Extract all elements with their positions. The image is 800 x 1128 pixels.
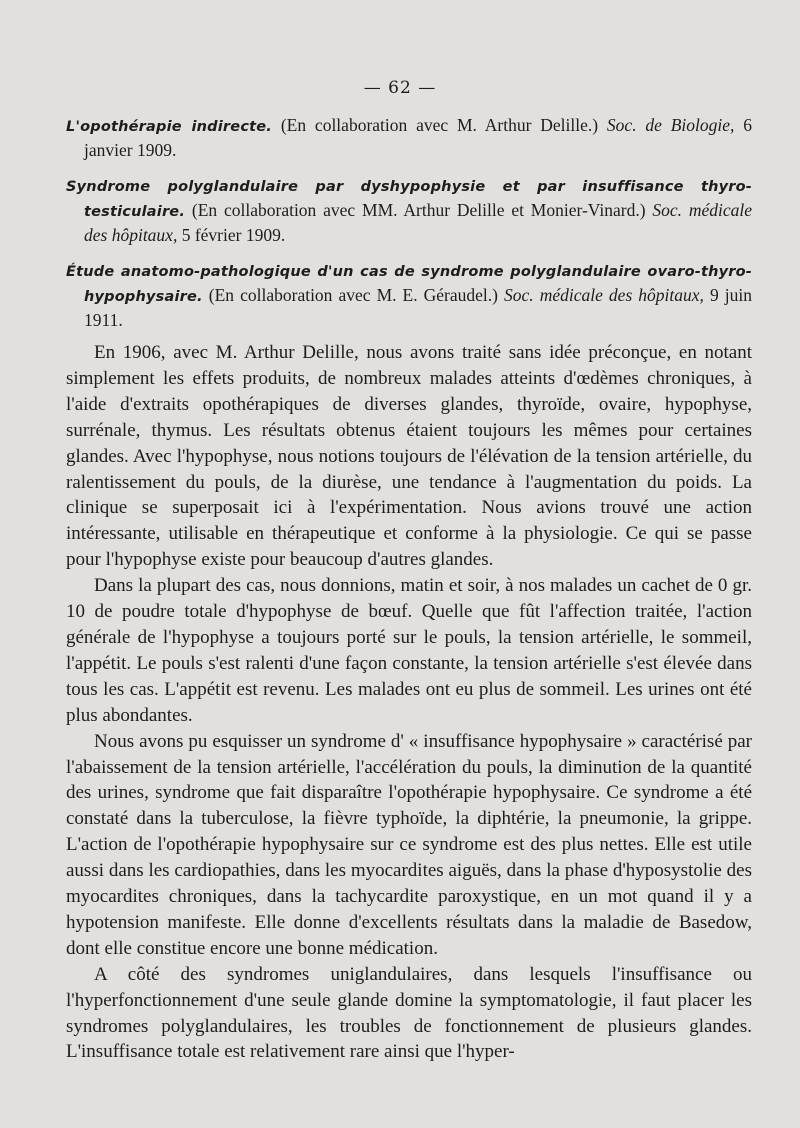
reference-date: 9 juin 1911.	[84, 285, 752, 330]
reference-entry	[66, 114, 752, 162]
paragraph: A côté des syndromes uniglandulaires, dans lesquels l'insuffisance ou l'hyperfonctionnement d'une seule glande domine la symptomatologie, il faut placer les syndromes polyglandulaires, les troubles de fonctionnement de plusieurs glandes. L'insuffisance totale est relativement rare ainsi que l'hyper-	[66, 963, 752, 1063]
reference-entry	[66, 259, 752, 332]
body-text	[66, 340, 752, 1065]
reference-date: 6 janvier 1909.	[84, 115, 753, 160]
reference-venue: Soc. de Biologie,	[606, 115, 735, 135]
reference-venue: Soc. médicale des hôpitaux,	[504, 285, 704, 305]
paragraph: Nous avons pu esquisser un syndrome d' « insuffisance hypophysaire » caractérisé par l'abaissement de la tension artérielle, l'accélération du pouls, la diminution de la quantité des urines, syndrome que fait disparaître l'opothérapie hypophysaire. Ce syndrome a été constaté dans la tuberculose, la fièvre typhoïde, la diphtérie, la pneumonie, la grippe. L'action de l'opothérapie hypophysaire sur ce syndrome est des plus nettes. Elle est utile aussi dans les cardiopathies, dans les myocardites aiguës, dans la phase d'hyposystolie des myocardites chroniques, dans la tachycardite paroxystique, en un mot quand il y a hypotension manifeste. Elle donne d'excellents résultats dans la maladie de Basedow, dont elle constitue encore une bonne médication.	[66, 730, 752, 959]
reference-collaboration: (En collaboration avec MM. Arthur Delille et Monier-Vinard.)	[185, 200, 653, 220]
reference-venue: Soc. médicale des hôpitaux,	[84, 200, 752, 245]
reference-date: 5 février 1909.	[177, 225, 286, 245]
reference-collaboration: (En collaboration avec M. E. Géraudel.)	[202, 285, 505, 305]
reference-list	[66, 114, 752, 344]
paragraph: Dans la plupart des cas, nous donnions, matin et soir, à nos malades un cachet de 0 gr. 10 de poudre totale d'hypophyse de bœuf. Quelle que fût l'affection traitée, l'action générale de l'hypophyse a toujours porté sur le pouls, la tension artérielle, le sommeil, l'appétit. Le pouls s'est ralenti d'une façon constante, la tension artérielle s'est élevée dans tous les cas. L'appétit est revenu. Les malades ont eu plus de sommeil. Les urines ont été plus abondantes.	[66, 575, 752, 726]
reference-title: Syndrome polyglandulaire par dyshypophysie et par insuffisance thyro-testiculaire.	[66, 179, 752, 220]
paragraph: En 1906, avec M. Arthur Delille, nous avons traité sans idée préconçue, en notant simplement les effets produits, de nombreux malades atteints d'œdèmes chroniques, à l'aide d'extraits opothérapiques de diverses glandes, thyroïde, ovaire, hypophyse, surrénale, thymus. Les résultats obtenus étaient toujours les mêmes pour certaines glandes. Avec l'hypophyse, nous notions toujours de l'élévation de la tension artérielle, du ralentissement du pouls, de la diurèse, une tendance à l'augmentation du poids. La clinique se superposait ici à l'expérimentation. Nous avions trouvé une action intéressante, utilisable en thérapeutique et conforme à la physiologie. Ce qui se passe pour l'hypophyse existe pour beaucoup d'autres glandes.	[66, 342, 752, 571]
reference-entry	[66, 174, 752, 247]
reference-collaboration: (En collaboration avec M. Arthur Delille.)	[272, 115, 607, 135]
page-number: — 62 —	[363, 78, 437, 98]
reference-title: L'opothérapie indirecte.	[66, 119, 272, 135]
reference-title: Étude anatomo-pathologique d'un cas de syndrome polyglandulaire ovaro-thyro-hypophysaire.	[66, 264, 752, 305]
